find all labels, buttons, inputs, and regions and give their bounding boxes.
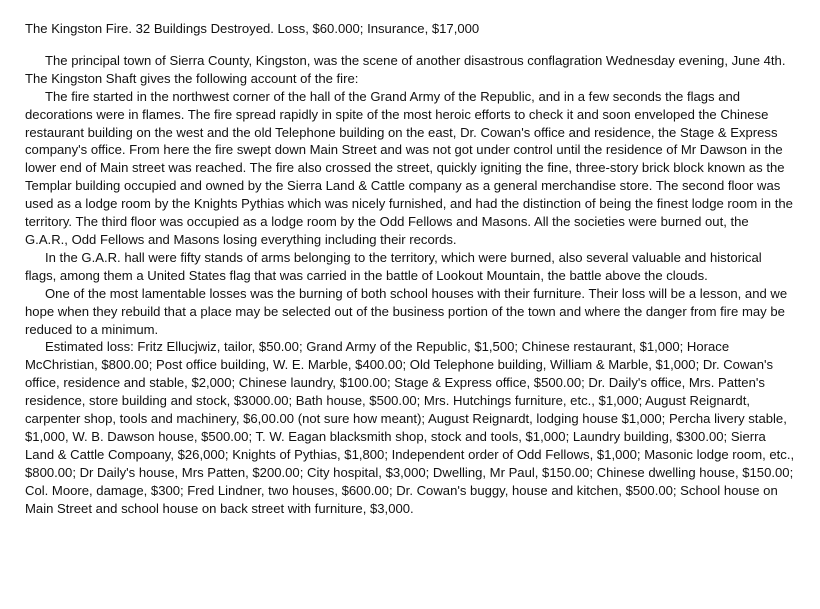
document-title: The Kingston Fire. 32 Buildings Destroyed. Loss, $60.000; Insurance, $17,000: [25, 21, 480, 36]
paragraph-school-houses: One of the most lamentable losses was the burning of both school houses with their furniture. Their loss will be a lesson, and we hope when they rebuild that a place may be selected out of the business portion of the town and where the danger from fire may be reduced to a minimum.: [25, 285, 788, 337]
paragraph-gar-hall: In the G.A.R. hall were fifty stands of arms belonging to the territory, which were burned, also several valuable and historical flags, among them a United States flag that was carried in the battle of Lookout Mountain, the battle above the clouds.: [25, 249, 762, 283]
paragraph-fire-account: The fire started in the northwest corner of the hall of the Grand Army of the Republic, and in a few seconds the flags and decorations were in flames. The fire spread rapidly in spite of the most heroic efforts to check it and soon enveloped the Chinese restaurant building on the west and the old Telephone building on the east, Dr. Cowan's office and residence, the Stage & Express company's office. From here the fire swept down Main Street and was not got under control until the residence of Mr Dawson in the lower end of Main street was reached. The fire also crossed the street, quickly igniting the fine, three-story brick block known as the Templar building occupied and owned by the Sierra Land & Cattle company as a general merchandise store. The second floor was used as a lodge room by the Knights Pythias which was nicely furnished, and had the distinction of being the finest lodge room in the territory. The third floor was occupied as a lodge room by the Odd Fellows and Masons. All the societies were burned out, the G.A.R., Odd Fellows and Masons losing everything including their records.: [25, 88, 793, 247]
document-page: [25, 20, 795, 517]
paragraph-estimated-loss: Estimated loss: Fritz Ellucjwiz, tailor, $50.00; Grand Army of the Republic, $1,500; Chinese restaurant, $1,000; Horace McChristian, $800.00; Post office building, W. E. Marble, $400.00; Old Telephone building, William & Marble, $1,000; Dr. Cowan's office, residence and stable, $2,000; Chinese laundry, $100.00; Stage & Express office, $500.00; Dr. Daily's office, Mrs. Patten's residence, store building and stock, $3000.00; Bath house, $500.00; Mrs. Hutchings furniture, etc., $1,000; August Reignardt, carpenter shop, tools and machinery, $6,00.00 (not sure how meant); August Reignardt, lodging house $1,000; Percha livery stable, $1,000, W. B. Dawson house, $500.00; T. W. Eagan blacksmith shop, stock and tools, $1,000; Laundry building, $300.00; Sierra Land & Cattle Compoany, $26,000; Knights of Pythias, $1,800; Independent order of Odd Fellows, $1,000; Masonic lodge room, etc., $800.00; Dr Daily's house, Mrs Patten, $200.00; City hospital, $3,000; Dwelling, Mr Paul, $150.00; Chinese dwelling house, $150.00; Col. Moore, damage, $300; Fred Lindner, two houses, $600.00; Dr. Cowan's buggy, house and kitchen, $500.00; School house on Main Street and school house on back street with furniture, $3,000.: [25, 339, 795, 516]
paragraph-intro: The principal town of Sierra County, Kingston, was the scene of another disastrous conflagration Wednesday evening, June 4th. The Kingston Shaft gives the following account of the fire:: [25, 52, 786, 86]
